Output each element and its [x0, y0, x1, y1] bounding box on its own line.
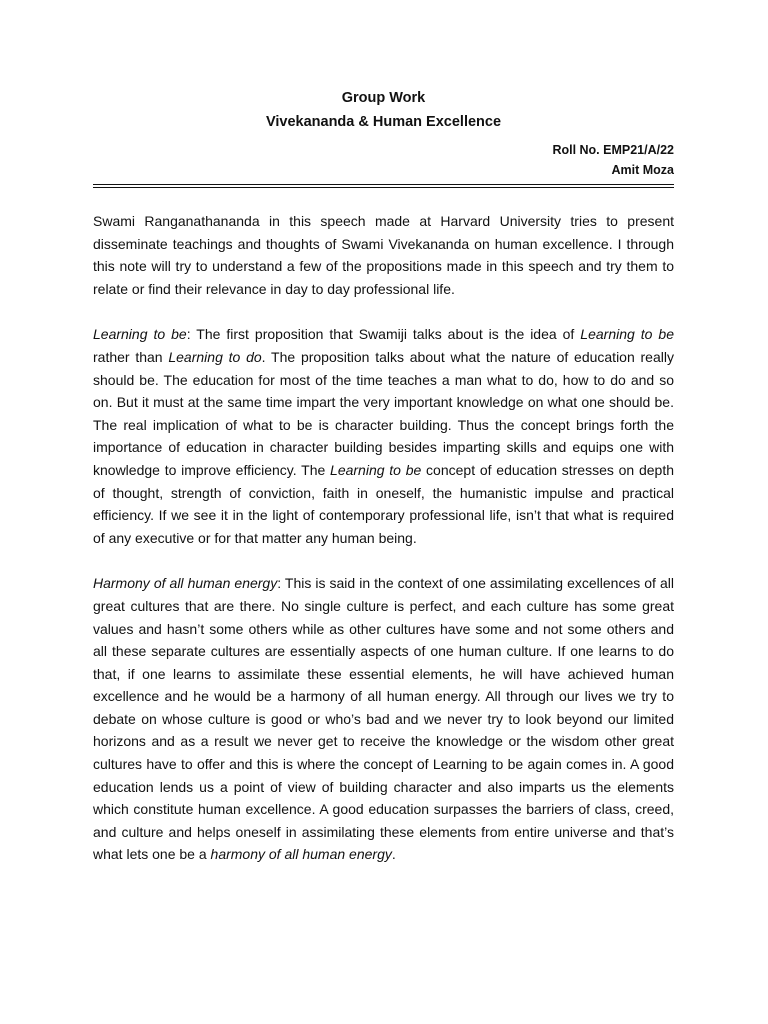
paragraph-text: . [391, 846, 396, 863]
intro-paragraph: Swami Ranganathananda in this speech made at Harvard University tries to present disseminate teachings and thoughts of Swami Vivekananda on human excellence. I through this note will try to understand a few of the propositions made in this speech and try them to relate or find their relevance in day to day professional life. [93, 213, 674, 297]
section-heading-harmony: Harmony of all human energy [93, 575, 278, 592]
emphasis-text: harmony of all human energy [210, 846, 392, 863]
emphasis-text: Learning to be [580, 326, 674, 343]
author-name: Amit Moza [611, 163, 674, 177]
paragraph-text: . The proposition talks about what the nature of education really should be. The education for most of the time teaches a man what to do, how to do and so on. But it must at the same time impart the very important knowledge on what one should be. The real implication of what to be is character building. Thus the concept brings forth the importance of education in character building besides imparting skills and equips one with knowledge to improve efficiency. The [93, 348, 674, 478]
document-subtitle: Vivekananda & Human Excellence [265, 114, 502, 130]
author-block [93, 140, 674, 180]
section-heading-learning-to-be: Learning to be [93, 326, 187, 343]
paragraph-text: concept of education stresses on depth of thought, strength of conviction, faith in oneself, the humanistic impulse and practical efficiency. If we see it in the light of contemporary professional life, isn’t that what is required of any executive or for that matter any human being. [93, 461, 674, 546]
emphasis-text: Learning to do [168, 348, 262, 365]
paragraph-text: : This is said in the context of one assimilating excellences of all great cultures that are there. No single culture is perfect, and each culture has some great values and hasn’t some others while as other cultures have some and not some others and all these separate cultures are essentially aspects of one human culture. If one learns to do that, if one learns to assimilate these essential elements, he will have achieved human excellence and he would be a harmony of all human energy. All through our lives we try to debate on whose culture is good or who’s bad and we never try to look beyond our limited horizons and as a result we never get to receive the knowledge or the wisdom other great cultures have to offer and this is where the concept of Learning to be again comes in. A good education lends us a point of view of building character and also imparts us the elements which constitute human excellence. A good education surpasses the barriers of class, creed, and culture and helps oneself in assimilating these elements from entire universe and that’s what lets one be a [93, 575, 674, 863]
document-title: Group Work [341, 90, 426, 106]
paragraph-text: rather than [93, 348, 169, 365]
emphasis-text: Learning to be [330, 461, 422, 478]
document-page [93, 86, 674, 866]
learning-to-be-paragraph [93, 323, 674, 549]
header-divider [93, 184, 674, 188]
paragraph-text: : The first proposition that Swamiji talks about is the idea of [186, 326, 581, 343]
harmony-paragraph [93, 572, 674, 866]
roll-number: Roll No. EMP21/A/22 [552, 143, 674, 157]
